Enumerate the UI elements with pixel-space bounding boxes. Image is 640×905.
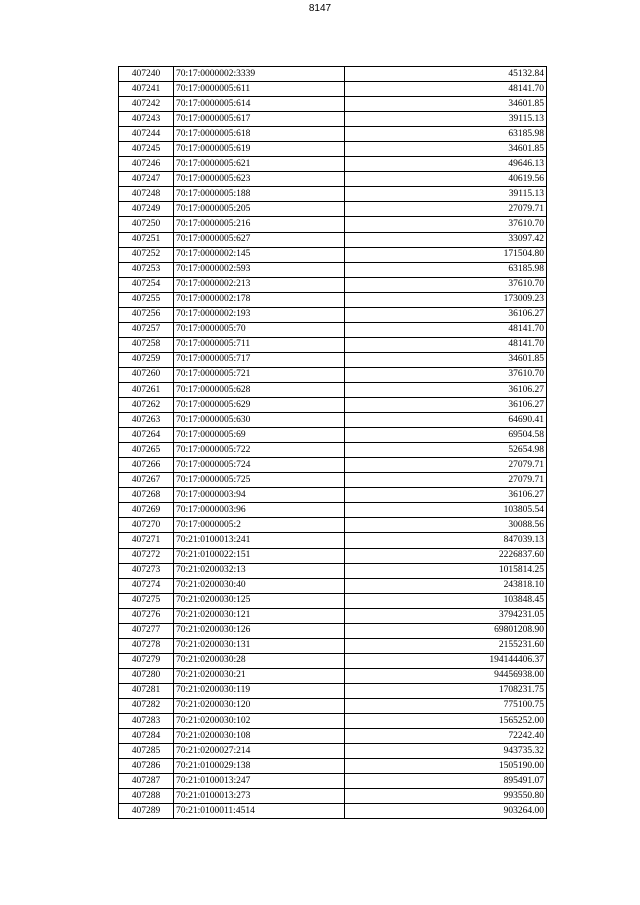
table-row <box>119 413 547 428</box>
table-row <box>119 623 547 638</box>
row-number-cell: 407270 <box>119 518 174 533</box>
cadastral-number-cell: 70:17:0000005:205 <box>174 202 345 217</box>
cadastral-value-cell: 34601.85 <box>345 97 547 112</box>
table-row <box>119 789 547 804</box>
cadastral-number-cell: 70:17:0000005:629 <box>174 398 345 413</box>
table-row <box>119 97 547 112</box>
cadastral-value-cell: 2155231.60 <box>345 638 547 653</box>
cadastral-value-cell: 171504.80 <box>345 247 547 262</box>
cadastral-number-cell: 70:21:0200030:121 <box>174 608 345 623</box>
table-row <box>119 714 547 729</box>
cadastral-number-cell: 70:17:0000005:711 <box>174 337 345 352</box>
cadastral-value-cell: 45132.84 <box>345 67 547 82</box>
row-number-cell: 407282 <box>119 698 174 713</box>
table-row <box>119 668 547 683</box>
table-row <box>119 292 547 307</box>
cadastral-value-cell: 775100.75 <box>345 698 547 713</box>
cadastral-number-cell: 70:21:0100013:247 <box>174 774 345 789</box>
row-number-cell: 407249 <box>119 202 174 217</box>
row-number-cell: 407274 <box>119 578 174 593</box>
table-row <box>119 67 547 82</box>
table-row <box>119 638 547 653</box>
row-number-cell: 407276 <box>119 608 174 623</box>
cadastral-number-cell: 70:17:0000005:623 <box>174 172 345 187</box>
cadastral-value-cell: 40619.56 <box>345 172 547 187</box>
table-row <box>119 262 547 277</box>
row-number-cell: 407258 <box>119 337 174 352</box>
cadastral-value-cell: 39115.13 <box>345 187 547 202</box>
row-number-cell: 407277 <box>119 623 174 638</box>
cadastral-value-cell: 48141.70 <box>345 82 547 97</box>
table-row <box>119 367 547 382</box>
cadastral-number-cell: 70:17:0000002:213 <box>174 277 345 292</box>
cadastral-value-cell: 1505190.00 <box>345 759 547 774</box>
cadastral-number-cell: 70:21:0200032:13 <box>174 563 345 578</box>
cadastral-number-cell: 70:21:0100029:138 <box>174 759 345 774</box>
row-number-cell: 407252 <box>119 247 174 262</box>
cadastral-number-cell: 70:21:0200030:131 <box>174 638 345 653</box>
table-row <box>119 458 547 473</box>
cadastral-value-cell: 69504.58 <box>345 428 547 443</box>
cadastral-number-cell: 70:17:0000005:628 <box>174 382 345 397</box>
cadastral-value-cell: 27079.71 <box>345 202 547 217</box>
cadastral-number-cell: 70:21:0200030:120 <box>174 698 345 713</box>
cadastral-number-cell: 70:17:0000002:178 <box>174 292 345 307</box>
table-row <box>119 352 547 367</box>
table-row <box>119 578 547 593</box>
table-row <box>119 473 547 488</box>
cadastral-number-cell: 70:21:0100011:4514 <box>174 804 345 819</box>
cadastral-number-cell: 70:21:0100013:273 <box>174 789 345 804</box>
row-number-cell: 407266 <box>119 458 174 473</box>
cadastral-number-cell: 70:21:0200030:102 <box>174 714 345 729</box>
cadastral-number-cell: 70:21:0200030:108 <box>174 729 345 744</box>
row-number-cell: 407288 <box>119 789 174 804</box>
row-number-cell: 407250 <box>119 217 174 232</box>
table-row <box>119 804 547 819</box>
table-row <box>119 217 547 232</box>
table-row <box>119 533 547 548</box>
cadastral-number-cell: 70:17:0000002:3339 <box>174 67 345 82</box>
cadastral-number-cell: 70:17:0000005:717 <box>174 352 345 367</box>
row-number-cell: 407240 <box>119 67 174 82</box>
cadastral-value-cell: 39115.13 <box>345 112 547 127</box>
cadastral-number-cell: 70:17:0000005:2 <box>174 518 345 533</box>
cadastral-number-cell: 70:17:0000005:724 <box>174 458 345 473</box>
row-number-cell: 407267 <box>119 473 174 488</box>
table-row <box>119 548 547 563</box>
table-row <box>119 593 547 608</box>
table-row <box>119 247 547 262</box>
cadastral-number-cell: 70:21:0200030:40 <box>174 578 345 593</box>
row-number-cell: 407285 <box>119 744 174 759</box>
cadastral-number-cell: 70:17:0000002:145 <box>174 247 345 262</box>
cadastral-value-cell: 69801208.90 <box>345 623 547 638</box>
row-number-cell: 407257 <box>119 322 174 337</box>
cadastral-value-cell: 37610.70 <box>345 277 547 292</box>
row-number-cell: 407281 <box>119 683 174 698</box>
row-number-cell: 407241 <box>119 82 174 97</box>
cadastral-value-cell: 34601.85 <box>345 142 547 157</box>
row-number-cell: 407289 <box>119 804 174 819</box>
cadastral-number-cell: 70:17:0000005:69 <box>174 428 345 443</box>
table-row <box>119 187 547 202</box>
row-number-cell: 407256 <box>119 307 174 322</box>
cadastral-number-cell: 70:17:0000005:721 <box>174 367 345 382</box>
cadastral-number-cell: 70:17:0000005:188 <box>174 187 345 202</box>
table-row <box>119 157 547 172</box>
cadastral-value-cell: 1565252.00 <box>345 714 547 729</box>
cadastral-value-cell: 48141.70 <box>345 322 547 337</box>
row-number-cell: 407287 <box>119 774 174 789</box>
cadastral-value-cell: 33097.42 <box>345 232 547 247</box>
cadastral-number-cell: 70:17:0000003:96 <box>174 503 345 518</box>
table-row <box>119 698 547 713</box>
table-row <box>119 127 547 142</box>
row-number-cell: 407284 <box>119 729 174 744</box>
cadastral-number-cell: 70:21:0100013:241 <box>174 533 345 548</box>
table-row <box>119 322 547 337</box>
cadastral-number-cell: 70:17:0000003:94 <box>174 488 345 503</box>
table-row <box>119 337 547 352</box>
table-row <box>119 382 547 397</box>
row-number-cell: 407251 <box>119 232 174 247</box>
cadastral-value-cell: 37610.70 <box>345 217 547 232</box>
cadastral-value-cell: 194144406.37 <box>345 653 547 668</box>
table-row <box>119 232 547 247</box>
row-number-cell: 407245 <box>119 142 174 157</box>
row-number-cell: 407263 <box>119 413 174 428</box>
cadastral-value-cell: 847039.13 <box>345 533 547 548</box>
cadastral-value-cell: 94456938.00 <box>345 668 547 683</box>
cadastral-value-cell: 48141.70 <box>345 337 547 352</box>
table-row <box>119 488 547 503</box>
cadastral-number-cell: 70:17:0000005:722 <box>174 443 345 458</box>
table-row <box>119 744 547 759</box>
row-number-cell: 407279 <box>119 653 174 668</box>
cadastral-number-cell: 70:17:0000005:611 <box>174 82 345 97</box>
row-number-cell: 407273 <box>119 563 174 578</box>
table-row <box>119 759 547 774</box>
row-number-cell: 407243 <box>119 112 174 127</box>
cadastral-value-cell: 103848.45 <box>345 593 547 608</box>
table-row <box>119 608 547 623</box>
cadastral-value-cell: 37610.70 <box>345 367 547 382</box>
row-number-cell: 407248 <box>119 187 174 202</box>
table-row <box>119 563 547 578</box>
cadastral-value-cell: 103805.54 <box>345 503 547 518</box>
cadastral-value-cell: 943735.32 <box>345 744 547 759</box>
cadastral-value-cell: 72242.40 <box>345 729 547 744</box>
table-row <box>119 518 547 533</box>
cadastral-value-cell: 36106.27 <box>345 488 547 503</box>
table-row <box>119 729 547 744</box>
cadastral-value-cell: 63185.98 <box>345 262 547 277</box>
row-number-cell: 407260 <box>119 367 174 382</box>
cadastral-number-cell: 70:17:0000005:216 <box>174 217 345 232</box>
cadastral-number-cell: 70:17:0000005:618 <box>174 127 345 142</box>
table-row <box>119 653 547 668</box>
table-row <box>119 774 547 789</box>
cadastral-number-cell: 70:21:0200027:214 <box>174 744 345 759</box>
row-number-cell: 407254 <box>119 277 174 292</box>
cadastral-value-cell: 36106.27 <box>345 382 547 397</box>
cadastral-value-cell: 3794231.05 <box>345 608 547 623</box>
table-row <box>119 398 547 413</box>
row-number-cell: 407244 <box>119 127 174 142</box>
row-number-cell: 407278 <box>119 638 174 653</box>
cadastral-number-cell: 70:21:0200030:125 <box>174 593 345 608</box>
cadastral-value-cell: 1015814.25 <box>345 563 547 578</box>
cadastral-number-cell: 70:21:0200030:119 <box>174 683 345 698</box>
table-body <box>119 67 547 819</box>
cadastral-value-cell: 36106.27 <box>345 307 547 322</box>
table-row <box>119 82 547 97</box>
cadastral-value-cell: 1708231.75 <box>345 683 547 698</box>
row-number-cell: 407269 <box>119 503 174 518</box>
cadastral-number-cell: 70:17:0000005:630 <box>174 413 345 428</box>
table-row <box>119 307 547 322</box>
table-row <box>119 277 547 292</box>
table-row <box>119 503 547 518</box>
cadastral-number-cell: 70:17:0000005:619 <box>174 142 345 157</box>
cadastral-value-cell: 903264.00 <box>345 804 547 819</box>
cadastral-value-table <box>118 66 547 819</box>
cadastral-number-cell: 70:17:0000005:725 <box>174 473 345 488</box>
row-number-cell: 407265 <box>119 443 174 458</box>
cadastral-number-cell: 70:17:0000005:621 <box>174 157 345 172</box>
cadastral-value-cell: 27079.71 <box>345 458 547 473</box>
table-row <box>119 142 547 157</box>
cadastral-value-cell: 2226837.60 <box>345 548 547 563</box>
cadastral-value-cell: 895491.07 <box>345 774 547 789</box>
row-number-cell: 407286 <box>119 759 174 774</box>
cadastral-value-cell: 34601.85 <box>345 352 547 367</box>
row-number-cell: 407275 <box>119 593 174 608</box>
page-number: 8147 <box>308 3 332 14</box>
cadastral-value-cell: 27079.71 <box>345 473 547 488</box>
cadastral-number-cell: 70:21:0200030:126 <box>174 623 345 638</box>
cadastral-number-cell: 70:17:0000005:614 <box>174 97 345 112</box>
cadastral-value-cell: 243818.10 <box>345 578 547 593</box>
row-number-cell: 407261 <box>119 382 174 397</box>
table-row <box>119 683 547 698</box>
row-number-cell: 407262 <box>119 398 174 413</box>
cadastral-value-cell: 993550.80 <box>345 789 547 804</box>
row-number-cell: 407247 <box>119 172 174 187</box>
row-number-cell: 407259 <box>119 352 174 367</box>
table-row <box>119 428 547 443</box>
cadastral-number-cell: 70:17:0000005:627 <box>174 232 345 247</box>
cadastral-value-cell: 52654.98 <box>345 443 547 458</box>
row-number-cell: 407264 <box>119 428 174 443</box>
cadastral-number-cell: 70:17:0000005:617 <box>174 112 345 127</box>
row-number-cell: 407283 <box>119 714 174 729</box>
cadastral-value-cell: 36106.27 <box>345 398 547 413</box>
row-number-cell: 407272 <box>119 548 174 563</box>
cadastral-number-cell: 70:21:0200030:28 <box>174 653 345 668</box>
table-row <box>119 112 547 127</box>
row-number-cell: 407271 <box>119 533 174 548</box>
cadastral-number-cell: 70:17:0000002:593 <box>174 262 345 277</box>
row-number-cell: 407246 <box>119 157 174 172</box>
cadastral-value-cell: 173009.23 <box>345 292 547 307</box>
table-row <box>119 443 547 458</box>
row-number-cell: 407242 <box>119 97 174 112</box>
cadastral-number-cell: 70:21:0100022:151 <box>174 548 345 563</box>
row-number-cell: 407253 <box>119 262 174 277</box>
table-row <box>119 202 547 217</box>
cadastral-value-cell: 63185.98 <box>345 127 547 142</box>
cadastral-value-cell: 49646.13 <box>345 157 547 172</box>
table-row <box>119 172 547 187</box>
cadastral-number-cell: 70:21:0200030:21 <box>174 668 345 683</box>
cadastral-number-cell: 70:17:0000002:193 <box>174 307 345 322</box>
row-number-cell: 407268 <box>119 488 174 503</box>
cadastral-value-cell: 64690.41 <box>345 413 547 428</box>
row-number-cell: 407280 <box>119 668 174 683</box>
cadastral-value-cell: 30088.56 <box>345 518 547 533</box>
cadastral-number-cell: 70:17:0000005:70 <box>174 322 345 337</box>
row-number-cell: 407255 <box>119 292 174 307</box>
